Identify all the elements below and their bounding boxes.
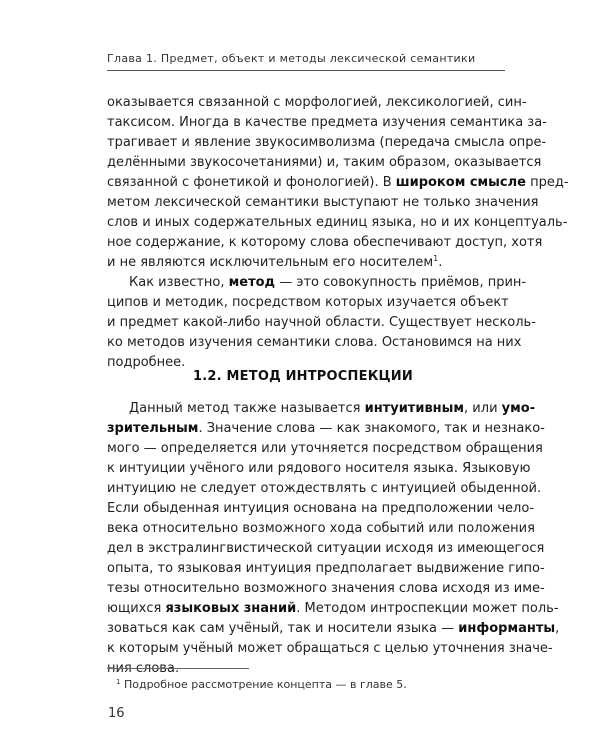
paragraph-2 <box>107 273 536 373</box>
term-broad-sense: широком смысле <box>395 175 526 190</box>
text-line: Данный метод также называется интуитивным, или умо- <box>129 401 536 416</box>
text-line: к которым учёный может обращаться с целью уточнения значе- <box>107 641 553 656</box>
text-line: оказывается связанной с морфологией, лексикологией, син- <box>107 95 527 110</box>
paragraph-1 <box>107 93 569 273</box>
text-line: Если обыденная интуиция основана на предположении чело- <box>107 501 535 516</box>
term-speculative: умо- <box>501 401 536 416</box>
footnote-marker: 1 <box>116 678 121 686</box>
text-line: века относительно возможного хода событий или положения <box>107 521 535 536</box>
term-language-knowledge: языковых знаний <box>165 601 297 616</box>
text-line: ко методов изучения семантики слова. Остановимся на них <box>107 335 522 350</box>
footnote-ref[interactable]: 1 <box>433 254 439 263</box>
text-line: к интуиции учёного или рядового носителя языка. Языковую <box>107 461 531 476</box>
text-line: интуицию не следует отождествлять с интуицией обыденной. <box>107 481 542 496</box>
footnote-divider <box>107 668 249 669</box>
text-line: мого — определяется или уточняется посредством обращения <box>107 441 543 456</box>
text-line: зрительным. Значение слова — как знакомого, так и незнако- <box>107 421 545 436</box>
page-number: 16 <box>108 706 125 721</box>
text-line: ципов и методик, посредством которых изучается объект <box>107 295 509 310</box>
text-line: и не являются исключительным его носителем$^1$. <box>107 254 443 270</box>
text-line: связанной с фонетикой и фонологией). В широком смысле пред- <box>107 175 569 190</box>
section-heading: 1.2. МЕТОД ИНТРОСПЕКЦИИ <box>193 369 413 384</box>
text-line: ющихся языковых знаний. Методом интроспекции может поль- <box>107 601 559 616</box>
running-head: Глава 1. Предмет, объект и методы лексической семантики <box>107 52 505 71</box>
text-line: метом лексической семантики выступают не только значения <box>107 195 539 210</box>
text-line: ное содержание, к которому слова обеспечивают доступ, хотя <box>107 235 543 250</box>
text-line: тезы относительно возможного значения слова исходя из име- <box>107 581 545 596</box>
text-line: слов и иных содержательных единиц языка, но и их концептуаль- <box>107 215 568 230</box>
text-line: дел в экстралингвистической ситуации исходя из имеющегося <box>107 541 545 556</box>
text-line: Как известно, метод — это совокупность приёмов, прин- <box>129 275 527 290</box>
term-intuitive: интуитивным <box>364 401 465 416</box>
text-line: подробнее. <box>107 355 186 370</box>
text-line: зоваться как сам учёный, так и носители языка — информанты, <box>107 621 560 636</box>
text-line: таксисом. Иногда в качестве предмета изучения семантика за- <box>107 115 547 130</box>
text-line: трагивает и явление звукосимволизма (передача смысла опре- <box>107 135 547 150</box>
term-informants: информанты <box>458 621 556 636</box>
text-line: и предмет какой-либо научной области. Существует несколь- <box>107 315 536 330</box>
paragraph-3 <box>107 399 560 679</box>
text-line: ния слова. <box>107 661 180 676</box>
footnote: $^1$ Подробное рассмотрение концепта — в главе 5. <box>116 678 407 691</box>
text-line: опыта, то языковая интуиция предполагает выдвижение гипо- <box>107 561 545 576</box>
term-method: метод <box>228 275 276 290</box>
text-line: делёнными звукосочетаниями) и, таким образом, оказывается <box>107 155 542 170</box>
